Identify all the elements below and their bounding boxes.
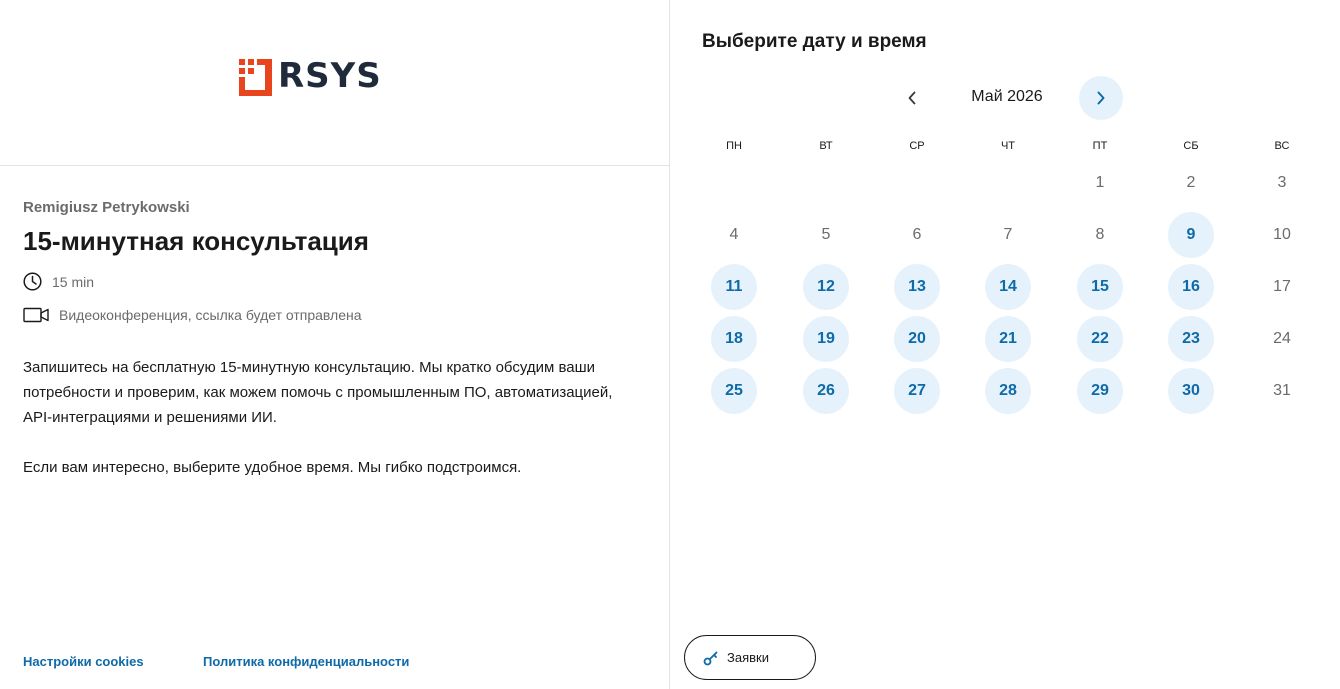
calendar-day-available[interactable]: 25 <box>711 368 757 414</box>
location-row <box>23 307 362 323</box>
calendar-day-available[interactable]: 29 <box>1077 368 1123 414</box>
event-description <box>23 355 623 480</box>
calendar-day-unavailable: 2 <box>1186 174 1196 191</box>
logo-area <box>0 0 670 166</box>
weekday-label: ПН <box>726 140 742 152</box>
weekday-label: СР <box>909 140 925 152</box>
logo-text: RSYS <box>278 56 382 96</box>
month-label: Май 2026 <box>971 88 1043 105</box>
calendar-day-unavailable: 6 <box>912 226 922 243</box>
calendar-day-available[interactable]: 15 <box>1077 264 1123 310</box>
weekday-label: ЧТ <box>1000 140 1016 152</box>
video-camera-icon <box>23 307 49 323</box>
calendar-day-unavailable: 5 <box>821 226 831 243</box>
requests-button-label: Заявки <box>727 650 769 665</box>
calendar-panel <box>671 0 1340 689</box>
calendar-day-unavailable: 17 <box>1273 278 1291 295</box>
calendar-heading: Выберите дату и время <box>702 31 927 52</box>
calendar-day-available[interactable]: 19 <box>803 316 849 362</box>
month-navigation <box>671 76 1340 120</box>
calendar-day-available[interactable]: 12 <box>803 264 849 310</box>
calendar-day-unavailable: 7 <box>1003 226 1013 243</box>
privacy-policy-link[interactable]: Политика конфиденциальности <box>203 654 410 669</box>
weekday-label: ВС <box>1274 140 1290 152</box>
weekday-label: СБ <box>1183 140 1199 152</box>
calendar-day-unavailable: 8 <box>1095 226 1105 243</box>
description-paragraph-2: Если вам интересно, выберите удобное время. Мы гибко подстроимся. <box>23 459 522 476</box>
chevron-left-icon <box>907 91 917 105</box>
calendar-day-available[interactable]: 22 <box>1077 316 1123 362</box>
calendar-day-available[interactable]: 11 <box>711 264 757 310</box>
calendar-day-available[interactable]: 18 <box>711 316 757 362</box>
calendar-day-available[interactable]: 16 <box>1168 264 1214 310</box>
weekday-label: ВТ <box>819 140 833 152</box>
event-title: 15-минутная консультация <box>23 226 369 256</box>
calendar-day-unavailable: 10 <box>1273 226 1291 243</box>
calendar-day-unavailable: 4 <box>729 226 739 243</box>
clock-icon <box>23 272 42 291</box>
calendar-day-unavailable: 3 <box>1277 174 1287 191</box>
calendar-day-available[interactable]: 23 <box>1168 316 1214 362</box>
calendar-day-available[interactable]: 28 <box>985 368 1031 414</box>
calendar-day-available[interactable]: 26 <box>803 368 849 414</box>
calendar-day-unavailable: 24 <box>1273 330 1291 347</box>
requests-button[interactable] <box>684 635 816 680</box>
location-text: Видеоконференция, ссылка будет отправлена <box>59 307 362 323</box>
calendar-day-available[interactable]: 13 <box>894 264 940 310</box>
description-paragraph-1: Запишитесь на бесплатную 15-минутную консультацию. Мы кратко обсудим ваши потребности и проверим, как можем помочь с промышленным ПО, автоматизацией, API-интеграциями и решениями ИИ. <box>23 359 613 426</box>
cookie-settings-link[interactable]: Настройки cookies <box>23 654 144 669</box>
weekday-label: ПТ <box>1092 140 1108 152</box>
calendar-day-available[interactable]: 30 <box>1168 368 1214 414</box>
key-icon <box>703 650 719 666</box>
previous-month-button[interactable] <box>890 76 934 120</box>
calendar-day-available[interactable]: 27 <box>894 368 940 414</box>
calendar-day-available[interactable]: 9 <box>1168 212 1214 258</box>
next-month-button[interactable] <box>1079 76 1123 120</box>
organizer-name: Remigiusz Petrykowski <box>23 199 190 216</box>
duration-text: 15 min <box>52 273 95 290</box>
calendar-day-available[interactable]: 21 <box>985 316 1031 362</box>
calendar-day-available[interactable]: 14 <box>985 264 1031 310</box>
chevron-right-icon <box>1096 91 1106 105</box>
calendar-day-unavailable: 1 <box>1095 174 1105 191</box>
calendar-day-available[interactable]: 20 <box>894 316 940 362</box>
duration-row <box>23 272 94 291</box>
calendar-day-unavailable: 31 <box>1273 382 1291 399</box>
